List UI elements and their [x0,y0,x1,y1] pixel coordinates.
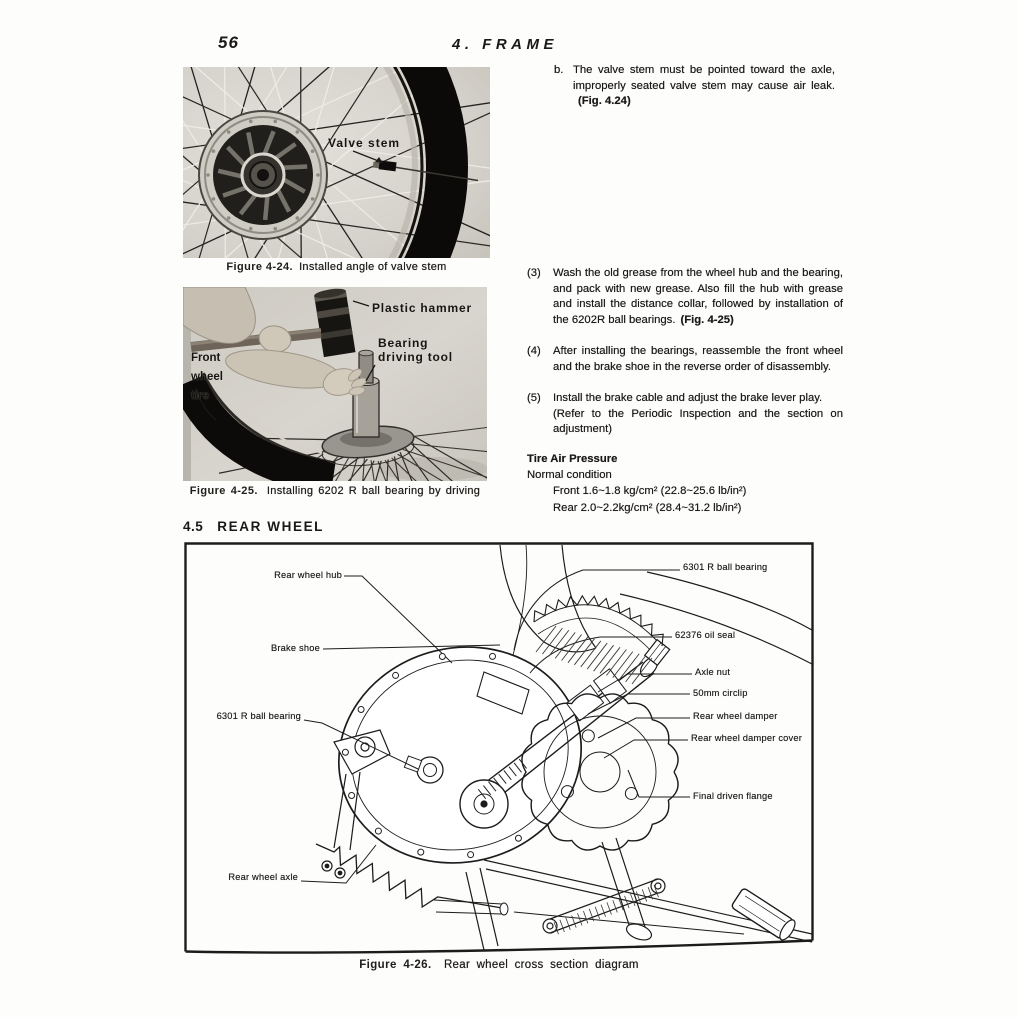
tire-air-pressure-heading: Tire Air Pressure [527,453,618,465]
figure-424-caption [183,261,490,273]
paragraph-b-text: The valve stem must be pointed toward the axle, improperly seated valve stem may cause air leak. [573,64,835,92]
figure-426-diagram [184,542,814,955]
item-4-marker: (4) [527,345,541,357]
label-brake-shoe: Brake shoe [270,643,320,653]
label-rear-wheel-damper: Rear wheel damper [693,711,778,721]
item-5-marker: (5) [527,392,541,404]
section-45-number: 4.5 [183,519,204,534]
valve-stem-label: Valve stem [328,136,401,150]
front-wheel-tire-label [191,349,223,406]
bearing-tool-line1: Bearing [378,336,429,350]
rear-pressure-value: Rear 2.0~2.2kg/cm² (28.4~31.2 lb/in²) [553,502,742,514]
label-6301r-ball-bearing-left: 6301 R ball bearing [216,711,301,721]
section-45-heading [183,519,324,534]
front-pressure-value: Front 1.6~1.8 kg/cm² (22.8~25.6 lb/in²) [553,485,747,497]
paragraph-b-marker: b. [554,64,564,76]
plastic-hammer-label: Plastic hammer [372,301,472,315]
figure-424-caption-text: Installed angle of valve stem [299,261,447,273]
label-62376-oil-seal: 62376 oil seal [675,630,736,640]
label-rear-wheel-damper-cover: Rear wheel damper cover [691,733,803,743]
front-wheel-line2: wheel [191,371,223,383]
figure-425-photo [183,287,487,481]
item-5-note: (Refer to the Periodic Inspection and the section on adjustment) [553,407,843,435]
item-4-text: After installing the bearings, reassemble the front wheel and the brake shoe in the reverse order of disassembly. [553,345,843,373]
figure-424-photo [183,67,490,258]
label-final-driven-flange: Final driven flange [693,791,773,801]
figure-426-caption-label: Figure 4-26. [359,959,432,971]
bearing-tool-line2: driving tool [378,350,453,364]
section-45-title: REAR WHEEL [217,519,325,534]
front-wheel-line3: tire [191,390,209,402]
list-item-4 [527,344,843,375]
bearing-driving-illustration [183,287,487,481]
figure-425-caption [183,485,487,497]
list-item-3 [527,266,843,328]
page-number: 56 [218,33,239,52]
paragraph-b-figref: (Fig. 4.24) [578,95,631,107]
figure-425-caption-label: Figure 4-25. [189,485,258,497]
figure-424-caption-label: Figure 4-24. [226,261,293,273]
figure-426-caption [184,959,814,971]
label-rear-wheel-hub: Rear wheel hub [274,570,342,580]
label-axle-nut: Axle nut [695,667,731,677]
front-wheel-line1: Front [191,352,221,364]
item-3-text: Wash the old grease from the wheel hub and the bearing, and pack with new grease. Also fill the hub with grease and install the distance collar, followed by installation of the 6202R ball bearings. [553,267,843,326]
normal-condition-label: Normal condition [527,469,612,481]
bearing-driving-tool-label [378,336,453,364]
item-5-text: Install the brake cable and adjust the brake lever play. [553,392,823,404]
label-6301r-ball-bearing-right: 6301 R ball bearing [683,562,768,572]
figure-426-caption-text: Rear wheel cross section diagram [443,959,639,971]
item-3-figref: (Fig. 4-25) [680,313,734,326]
wheel-valve-stem-illustration [183,67,490,258]
figure-425-caption-text: Installing 6202 R ball bearing by driving [266,485,481,497]
item-3-marker: (3) [527,267,541,279]
section-title: 4. FRAME [452,36,559,53]
label-50mm-circlip: 50mm circlip [693,688,748,698]
paragraph-b [554,63,835,110]
rear-wheel-cross-section-drawing [184,542,814,955]
label-rear-wheel-axle: Rear wheel axle [228,872,298,882]
list-item-5 [527,391,843,438]
